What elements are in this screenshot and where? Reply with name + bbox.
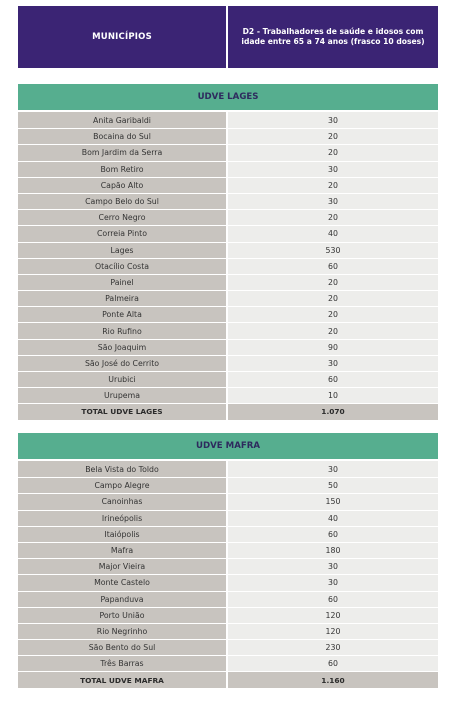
municipio-name: Ponte Alta — [18, 306, 226, 322]
municipio-name: Mafra — [18, 542, 226, 558]
municipio-name: Campo Belo do Sul — [18, 193, 226, 209]
dose-value: 90 — [228, 339, 438, 355]
dose-value: 20 — [228, 290, 438, 306]
table-row — [18, 461, 438, 477]
dose-value: 40 — [228, 510, 438, 526]
table-row — [18, 623, 438, 639]
municipio-name: Painel — [18, 274, 226, 290]
table-row — [18, 209, 438, 225]
dose-value: 30 — [228, 112, 438, 128]
total-label: TOTAL UDVE MAFRA — [18, 671, 226, 687]
section-udve-mafra — [18, 433, 438, 688]
dose-value: 120 — [228, 623, 438, 639]
table-row — [18, 558, 438, 574]
table-row — [18, 574, 438, 590]
dose-value: 60 — [228, 258, 438, 274]
total-value: 1.160 — [228, 671, 438, 687]
dose-value: 20 — [228, 128, 438, 144]
table-row — [18, 542, 438, 558]
total-label: TOTAL UDVE LAGES — [18, 403, 226, 419]
dose-value: 30 — [228, 461, 438, 477]
table-header — [18, 6, 438, 68]
dose-value: 60 — [228, 655, 438, 671]
dose-value: 60 — [228, 371, 438, 387]
municipio-name: Itaiópolis — [18, 526, 226, 542]
dose-value: 50 — [228, 477, 438, 493]
municipio-name: São Bento do Sul — [18, 639, 226, 655]
municipio-name: Bocaina do Sul — [18, 128, 226, 144]
table-row — [18, 128, 438, 144]
dose-value: 60 — [228, 591, 438, 607]
table-row — [18, 510, 438, 526]
municipio-name: São Joaquim — [18, 339, 226, 355]
table-row — [18, 371, 438, 387]
table-row — [18, 339, 438, 355]
table-row — [18, 144, 438, 160]
dose-value: 30 — [228, 193, 438, 209]
dose-value: 20 — [228, 144, 438, 160]
dose-value: 60 — [228, 526, 438, 542]
dose-value: 20 — [228, 322, 438, 338]
dose-value: 30 — [228, 355, 438, 371]
section-title: UDVE MAFRA — [18, 433, 438, 461]
table-row — [18, 387, 438, 403]
dose-value: 20 — [228, 306, 438, 322]
dose-value: 10 — [228, 387, 438, 403]
municipio-name: Capão Alto — [18, 177, 226, 193]
municipio-name: Palmeira — [18, 290, 226, 306]
dose-value: 120 — [228, 607, 438, 623]
municipio-name: Rio Rufino — [18, 322, 226, 338]
municipio-name: Otacílio Costa — [18, 258, 226, 274]
municipio-name: Urupema — [18, 387, 226, 403]
municipio-name: Urubici — [18, 371, 226, 387]
table-row — [18, 242, 438, 258]
table-row — [18, 193, 438, 209]
header-d2: D2 - Trabalhadores de saúde e idosos com idade entre 65 a 74 anos (frasco 10 doses) — [241, 26, 425, 46]
municipio-name: Bom Retiro — [18, 161, 226, 177]
municipio-name: Bela Vista do Toldo — [18, 461, 226, 477]
municipio-name: Monte Castelo — [18, 574, 226, 590]
table-row — [18, 274, 438, 290]
municipio-name: Major Vieira — [18, 558, 226, 574]
municipio-name: Anita Garibaldi — [18, 112, 226, 128]
table-row — [18, 161, 438, 177]
municipio-name: Irineópolis — [18, 510, 226, 526]
dose-value: 20 — [228, 177, 438, 193]
municipio-name: Três Barras — [18, 655, 226, 671]
dose-value: 40 — [228, 225, 438, 241]
municipio-name: Campo Alegre — [18, 477, 226, 493]
municipio-name: Cerro Negro — [18, 209, 226, 225]
table-row — [18, 225, 438, 241]
table-row — [18, 258, 438, 274]
dose-value: 30 — [228, 574, 438, 590]
total-value: 1.070 — [228, 403, 438, 419]
table-row — [18, 639, 438, 655]
dose-value: 30 — [228, 558, 438, 574]
municipio-name: Correia Pinto — [18, 225, 226, 241]
dose-value: 20 — [228, 209, 438, 225]
total-row — [18, 403, 438, 419]
municipio-name: Canoinhas — [18, 493, 226, 509]
dose-value: 230 — [228, 639, 438, 655]
table-row — [18, 306, 438, 322]
table-row — [18, 607, 438, 623]
dose-value: 30 — [228, 161, 438, 177]
municipio-name: São José do Cerrito — [18, 355, 226, 371]
table-row — [18, 591, 438, 607]
dose-value: 530 — [228, 242, 438, 258]
total-row — [18, 671, 438, 687]
table-row — [18, 355, 438, 371]
dose-value: 180 — [228, 542, 438, 558]
table-row — [18, 290, 438, 306]
table-row — [18, 477, 438, 493]
table-row — [18, 526, 438, 542]
table-row — [18, 493, 438, 509]
header-municipios: MUNICÍPIOS — [92, 32, 152, 42]
section-udve-lages — [18, 84, 438, 420]
municipio-name: Rio Negrinho — [18, 623, 226, 639]
municipio-name: Porto União — [18, 607, 226, 623]
dose-value: 150 — [228, 493, 438, 509]
municipio-name: Lages — [18, 242, 226, 258]
section-title: UDVE LAGES — [18, 84, 438, 112]
table-row — [18, 112, 438, 128]
municipio-name: Bom Jardim da Serra — [18, 144, 226, 160]
table-row — [18, 322, 438, 338]
table-row — [18, 177, 438, 193]
municipio-name: Papanduva — [18, 591, 226, 607]
table-row — [18, 655, 438, 671]
dose-value: 20 — [228, 274, 438, 290]
